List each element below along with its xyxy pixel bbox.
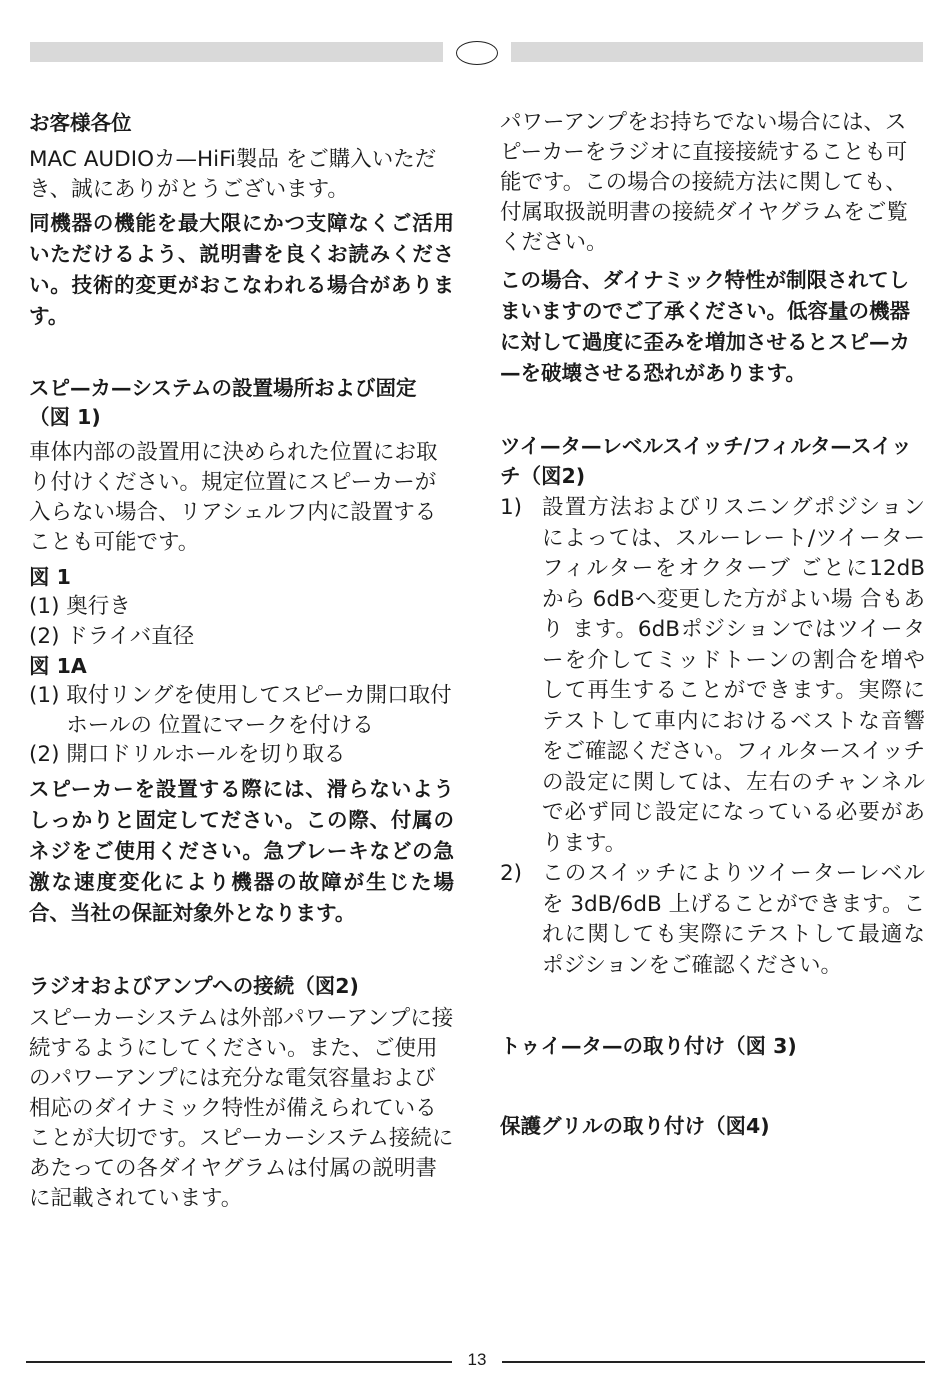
item-number: (1): [29, 683, 67, 708]
fig1-label: 図 1: [29, 565, 71, 589]
amp-notice: この場合、ダイナミック特性が制限されてしまいますのでご了承ください。低容量の機器に対して過度に歪みを増加させるとスピ—カ—を破壊させる恐れがあります。: [500, 268, 910, 385]
connect-title: ラジオおよびアンプへの接続（図2): [29, 973, 359, 998]
grill-title: 保護グリルの取り付け（図4): [500, 1114, 770, 1138]
install-text: 車体内部の設置用に決められた位置にお取り付けください。規定位置にスピーカーが入らない場合、リアシェルフ内に設置することも可能です。: [29, 440, 438, 555]
amp-text: パワーアンプをお持ちでない場合には、スピーカーをラジオに直接接続することも可能です。この場合の接続方法に関しても、付属取扱説明書の接続ダイヤグラムをご覧ください。: [500, 110, 908, 255]
footer-line-left: [26, 1361, 452, 1363]
header-bar-left: [30, 42, 443, 62]
footer-line-right: [502, 1361, 925, 1363]
item-number: (2): [29, 742, 67, 767]
greeting-notice: 同機器の機能を最大限にかつ支障なくご活用いただけるよう、説明書を良くお読みください。技術的変更がおこなわれる場合があります。: [29, 211, 454, 328]
list-item: [500, 859, 925, 981]
item-text: 取付リングを使用してスピーカ開口取付ホールの 位置にマークを付ける: [66, 683, 452, 738]
header-bar-right: [511, 42, 923, 62]
list-item: [29, 681, 454, 740]
item-number: (1): [29, 594, 67, 619]
item-number: 1): [500, 495, 523, 520]
list-item: [500, 493, 925, 859]
tweeter-title: トゥイ—タ—の取り付け（図 3): [500, 1034, 797, 1058]
connect-text: スピーカーシステムは外部パワーアンプに接続するようにしてください。また、ご使用のパワーアンプには充分な電気容量および相応のダイナミック特性が備えられていることが大切です。スピーカーシステム接続にあたっての各ダイヤグラムは付属の説明書に記載されています。: [29, 1005, 454, 1211]
item-text: 設置方法およびリスニングポジションによっては、スルーレート/ツイーターフィルターをオクターブ ごとに12dB から 6dBへ変更した方がよい場 合もあり ます。6dBポジションではツイーターを介してミッドトーンの割合を増やして再生することができます。実際にテストして車内におけるベストな音響をご確認ください。フィルタースイッチの設定に関しては、左右のチャンネルで必ず同じ設定になっている必要があります。: [542, 495, 925, 856]
install-title: スピ—カ—システムの設置場所および固定（図 1): [29, 376, 417, 429]
header-oval: [456, 41, 498, 65]
item-number: 2): [500, 861, 523, 886]
install-notice: スピーカーを設置する際には、滑らないようしっかりと固定してださい。この際、付属のネジをご使用ください。急ブレーキなどの急激な速度変化により機器の故障が生じた場合、当社の保証対象外となります。: [29, 776, 454, 925]
item-text: 奥行き: [66, 594, 131, 619]
switch-title: ツイ—タ—レベルスイッチ/フィルタ—スイッチ（図2): [500, 434, 912, 488]
item-number: (2): [29, 623, 67, 649]
item-text: 開口ドリルホールを切り取る: [66, 742, 346, 767]
greeting-title: お客様各位: [29, 111, 132, 135]
list-item: [29, 592, 454, 622]
greeting-text: MAC AUDIOカ—HiFi製品 をご購入いただき、誠にありがとうございます。: [29, 147, 437, 202]
list-item: [29, 740, 454, 770]
page-number: 13: [467, 1350, 487, 1369]
right-column: [500, 108, 925, 1141]
item-text: ドライバ直径: [66, 623, 195, 649]
fig1a-label: 図 1A: [29, 654, 87, 678]
item-text: このスイッチによりツイーターレベルを 3dB/6dB 上げることができます。これに関しても実際にテストして最適なポジションをご確認ください。: [542, 861, 925, 978]
list-item: [29, 622, 454, 652]
left-column: [29, 108, 454, 1214]
